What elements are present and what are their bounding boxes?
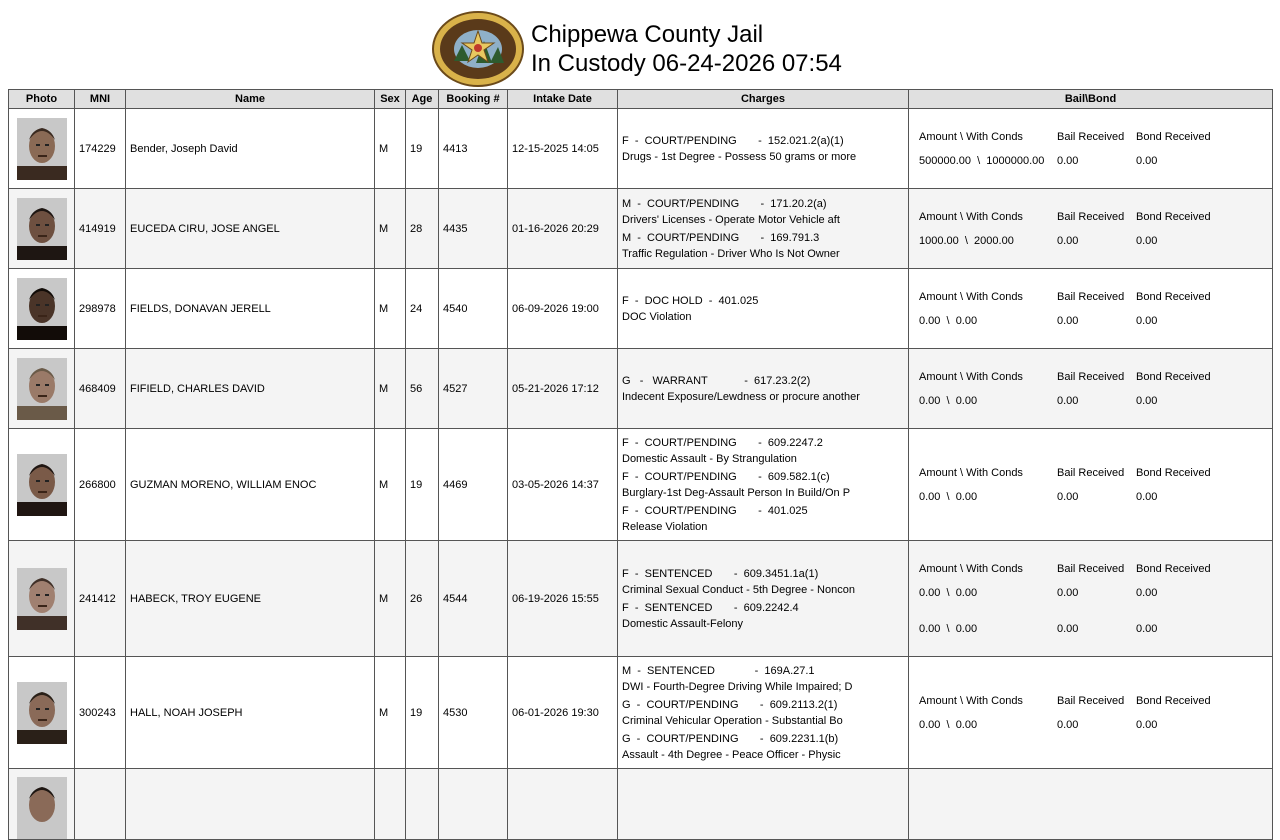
bond-received: 0.00 — [1136, 154, 1158, 167]
mugshot-photo[interactable] — [17, 682, 67, 744]
bail-value-row — [913, 617, 1268, 641]
booking-cell: 4544 — [439, 541, 508, 657]
charge-entry — [622, 133, 904, 165]
name-cell[interactable]: EUCEDA CIRU, JOSE ANGEL — [126, 189, 375, 269]
bail-amount: 0.00 \ 0.00 — [919, 314, 978, 327]
bail-received: 0.00 — [1057, 394, 1079, 407]
inmate-row[interactable] — [9, 269, 1273, 349]
bail-received-header: Bail Received — [1057, 466, 1125, 479]
bail-header-row — [913, 205, 1268, 229]
charge-description: Domestic Assault - By Strangulation — [622, 452, 797, 465]
sheriff-badge-logo — [432, 11, 524, 87]
bail-table — [913, 285, 1268, 333]
bond-received-header: Bond Received — [1136, 370, 1211, 383]
inmate-row[interactable] — [9, 657, 1273, 769]
bail-bond-cell — [909, 109, 1273, 189]
bail-received: 0.00 — [1057, 234, 1079, 247]
charge-description: Traffic Regulation - Driver Who Is Not Owner — [622, 247, 840, 260]
age-cell: 56 — [406, 349, 439, 429]
bail-received-header: Bail Received — [1057, 130, 1125, 143]
bail-amount-header: Amount \ With Conds — [919, 130, 1023, 143]
col-name[interactable]: Name — [126, 90, 375, 109]
charge-description: Domestic Assault-Felony — [622, 617, 744, 630]
name-cell[interactable]: GUZMAN MORENO, WILLIAM ENOC — [126, 429, 375, 541]
bail-value-row — [913, 713, 1268, 737]
bail-amount: 0.00 \ 0.00 — [919, 490, 978, 503]
mugshot-photo[interactable] — [17, 568, 67, 630]
bail-amount-header: Amount \ With Conds — [919, 562, 1023, 575]
bond-received: 0.00 — [1136, 314, 1158, 327]
name-cell[interactable]: HALL, NOAH JOSEPH — [126, 657, 375, 769]
charge-entry — [622, 663, 904, 695]
age-cell: 19 — [406, 109, 439, 189]
intake-date-cell: 01-16-2026 20:29 — [508, 189, 618, 269]
age-cell: 24 — [406, 269, 439, 349]
bond-received: 0.00 — [1136, 490, 1158, 503]
bail-received-header: Bail Received — [1057, 210, 1125, 223]
age-cell: 19 — [406, 657, 439, 769]
mugshot-cell[interactable] — [9, 269, 75, 349]
inmate-table — [8, 89, 1273, 840]
bail-value-row — [913, 485, 1268, 509]
mugshot-photo[interactable] — [17, 777, 67, 839]
charge-description: Criminal Vehicular Operation - Substantial Bo — [622, 714, 843, 727]
charges-cell — [618, 349, 909, 429]
charge-description: Release Violation — [622, 520, 708, 533]
col-intake-date[interactable]: Intake Date — [508, 90, 618, 109]
mugshot-photo[interactable] — [17, 198, 67, 260]
bail-received: 0.00 — [1057, 490, 1079, 503]
bail-header-row — [913, 365, 1268, 389]
mugshot-photo[interactable] — [17, 358, 67, 420]
col-charges[interactable]: Charges — [618, 90, 909, 109]
bail-bond-cell — [909, 657, 1273, 769]
inmate-row[interactable] — [9, 349, 1273, 429]
bail-header-row — [913, 689, 1268, 713]
charge-code: M - COURT/PENDING - 169.791.3 — [622, 231, 820, 244]
sex-cell: M — [375, 349, 406, 429]
bond-received-header: Bond Received — [1136, 210, 1211, 223]
charge-entry — [622, 373, 904, 405]
bail-received: 0.00 — [1057, 314, 1079, 327]
charge-code: M - SENTENCED - 169A.27.1 — [622, 664, 815, 677]
booking-cell: 4413 — [439, 109, 508, 189]
sex-cell: M — [375, 269, 406, 349]
charge-code: G - COURT/PENDING - 609.2113.2(1) — [622, 698, 838, 711]
bail-amount-header: Amount \ With Conds — [919, 290, 1023, 303]
bond-received: 0.00 — [1136, 234, 1158, 247]
bail-received: 0.00 — [1057, 586, 1079, 599]
mugshot-cell[interactable] — [9, 657, 75, 769]
charge-entry — [622, 293, 904, 325]
bond-received: 0.00 — [1136, 718, 1158, 731]
charge-description: Drugs - 1st Degree - Possess 50 grams or more — [622, 150, 857, 163]
bond-received-header: Bond Received — [1136, 694, 1211, 707]
name-cell[interactable]: FIELDS, DONAVAN JERELL — [126, 269, 375, 349]
bail-bond-cell — [909, 269, 1273, 349]
bail-amount-header: Amount \ With Conds — [919, 466, 1023, 479]
mni-cell: 266800 — [75, 429, 126, 541]
bail-bond-cell — [909, 189, 1273, 269]
table-header-row — [9, 90, 1273, 109]
sex-cell: M — [375, 541, 406, 657]
charge-code: F - DOC HOLD - 401.025 — [622, 294, 759, 307]
bail-amount: 0.00 \ 0.00 — [919, 586, 978, 599]
bail-amount-header: Amount \ With Conds — [919, 370, 1023, 383]
booking-cell: 4435 — [439, 189, 508, 269]
charge-description: Assault - 4th Degree - Peace Officer - Physic — [622, 748, 841, 761]
charge-description: Criminal Sexual Conduct - 5th Degree - Noncon — [622, 583, 855, 596]
charges-cell — [618, 541, 909, 657]
charge-code: F - COURT/PENDING - 401.025 — [622, 504, 808, 517]
mugshot-cell[interactable] — [9, 189, 75, 269]
inmate-row[interactable] — [9, 541, 1273, 657]
intake-date-cell: 06-09-2026 19:00 — [508, 269, 618, 349]
charge-description: DOC Violation — [622, 310, 692, 323]
charge-code: F - SENTENCED - 609.2242.4 — [622, 601, 799, 614]
bail-amount-header: Amount \ With Conds — [919, 210, 1023, 223]
bail-table — [913, 557, 1268, 641]
bail-received: 0.00 — [1057, 154, 1079, 167]
charge-entry — [622, 731, 904, 763]
col-bail-bond[interactable]: Bail\Bond — [909, 90, 1273, 109]
bail-table — [913, 689, 1268, 737]
inmate-row[interactable] — [9, 109, 1273, 189]
age-cell: 19 — [406, 429, 439, 541]
charge-description: DWI - Fourth-Degree Driving While Impaired; D — [622, 680, 853, 693]
bail-table — [913, 365, 1268, 413]
charge-entry — [622, 600, 904, 632]
charges-cell — [618, 189, 909, 269]
bail-value-row — [913, 149, 1268, 173]
col-mni[interactable]: MNI — [75, 90, 126, 109]
bond-received-header: Bond Received — [1136, 290, 1211, 303]
bail-value-row — [913, 581, 1268, 605]
name-cell[interactable]: HABECK, TROY EUGENE — [126, 541, 375, 657]
col-booking[interactable]: Booking # — [439, 90, 508, 109]
page-title — [531, 20, 842, 78]
bail-received: 0.00 — [1057, 622, 1079, 635]
charge-code: F - COURT/PENDING - 609.2247.2 — [622, 436, 823, 449]
charge-code: G - WARRANT - 617.23.2(2) — [622, 374, 811, 387]
charge-description: Burglary-1st Deg-Assault Person In Build/On P — [622, 486, 851, 499]
name-cell[interactable]: FIFIELD, CHARLES DAVID — [126, 349, 375, 429]
col-photo[interactable]: Photo — [9, 90, 75, 109]
intake-date-cell: 03-05-2026 14:37 — [508, 429, 618, 541]
mni-cell: 241412 — [75, 541, 126, 657]
charge-entry — [622, 196, 904, 228]
intake-date-cell: 05-21-2026 17:12 — [508, 349, 618, 429]
bail-amount-header: Amount \ With Conds — [919, 694, 1023, 707]
bail-table — [913, 205, 1268, 253]
booking-cell: 4469 — [439, 429, 508, 541]
mni-cell: 300243 — [75, 657, 126, 769]
mni-cell: 414919 — [75, 189, 126, 269]
mugshot-photo[interactable] — [17, 118, 67, 180]
bond-received: 0.00 — [1136, 394, 1158, 407]
bail-received-header: Bail Received — [1057, 694, 1125, 707]
bail-received: 0.00 — [1057, 718, 1079, 731]
charges-cell — [618, 109, 909, 189]
intake-date-cell: 12-15-2025 14:05 — [508, 109, 618, 189]
intake-date-cell: 06-19-2026 15:55 — [508, 541, 618, 657]
mugshot-cell[interactable] — [9, 429, 75, 541]
bond-received: 0.00 — [1136, 586, 1158, 599]
bail-header-row — [913, 461, 1268, 485]
inmate-row-partial[interactable] — [9, 769, 1273, 840]
sex-cell: M — [375, 109, 406, 189]
col-age[interactable]: Age — [406, 90, 439, 109]
age-cell: 26 — [406, 541, 439, 657]
mni-cell: 468409 — [75, 349, 126, 429]
charges-cell — [618, 269, 909, 349]
bail-value-row — [913, 229, 1268, 253]
inmate-row[interactable] — [9, 429, 1273, 541]
age-cell: 28 — [406, 189, 439, 269]
page-header — [0, 0, 1280, 88]
bail-header-row — [913, 557, 1268, 581]
charge-code: F - COURT/PENDING - 152.021.2(a)(1) — [622, 134, 844, 147]
bail-bond-cell — [909, 349, 1273, 429]
booking-cell: 4530 — [439, 657, 508, 769]
bail-amount: 500000.00 \ 1000000.00 — [919, 154, 1045, 167]
bond-received: 0.00 — [1136, 622, 1158, 635]
bail-table — [913, 461, 1268, 509]
bail-value-row — [913, 309, 1268, 333]
bail-amount: 1000.00 \ 2000.00 — [919, 234, 1014, 247]
bond-received-header: Bond Received — [1136, 466, 1211, 479]
sex-cell: M — [375, 429, 406, 541]
mugshot-cell[interactable] — [9, 109, 75, 189]
mugshot-cell[interactable] — [9, 349, 75, 429]
mugshot-cell[interactable] — [9, 541, 75, 657]
intake-date-cell: 06-01-2026 19:30 — [508, 657, 618, 769]
charge-code: M - COURT/PENDING - 171.20.2(a) — [622, 197, 827, 210]
title-jail-name: Chippewa County Jail — [531, 21, 764, 48]
mni-cell: 174229 — [75, 109, 126, 189]
bail-spacer — [913, 605, 1268, 617]
charge-entry — [622, 697, 904, 729]
bail-received-header: Bail Received — [1057, 370, 1125, 383]
mugshot-photo[interactable] — [17, 278, 67, 340]
mni-cell: 298978 — [75, 269, 126, 349]
charge-entry — [622, 230, 904, 262]
bail-bond-cell — [909, 541, 1273, 657]
charge-entry — [622, 566, 904, 598]
bail-header-row — [913, 285, 1268, 309]
sex-cell: M — [375, 657, 406, 769]
mugshot-photo[interactable] — [17, 454, 67, 516]
mugshot-cell[interactable] — [9, 769, 75, 840]
charges-cell — [618, 657, 909, 769]
col-sex[interactable]: Sex — [375, 90, 406, 109]
charge-description: Indecent Exposure/Lewdness or procure another — [622, 390, 860, 403]
bail-table — [913, 125, 1268, 173]
bond-received-header: Bond Received — [1136, 562, 1211, 575]
bond-received-header: Bond Received — [1136, 130, 1211, 143]
sex-cell: M — [375, 189, 406, 269]
inmate-row[interactable] — [9, 189, 1273, 269]
bail-received-header: Bail Received — [1057, 562, 1125, 575]
charges-cell — [618, 429, 909, 541]
charge-description: Drivers' Licenses - Operate Motor Vehicle aft — [622, 213, 840, 226]
bail-amount: 0.00 \ 0.00 — [919, 718, 978, 731]
charge-entry — [622, 435, 904, 467]
name-cell[interactable]: Bender, Joseph David — [126, 109, 375, 189]
title-custody-date: In Custody 06-24-2026 07:54 — [531, 50, 842, 77]
bail-received-header: Bail Received — [1057, 290, 1125, 303]
charge-code: G - COURT/PENDING - 609.2231.1(b) — [622, 732, 839, 745]
bail-amount: 0.00 \ 0.00 — [919, 394, 978, 407]
booking-cell: 4527 — [439, 349, 508, 429]
charge-code: F - COURT/PENDING - 609.582.1(c) — [622, 470, 830, 483]
charge-entry — [622, 469, 904, 501]
charge-entry — [622, 503, 904, 535]
charge-code: F - SENTENCED - 609.3451.1a(1) — [622, 567, 819, 580]
bail-bond-cell — [909, 429, 1273, 541]
bail-amount: 0.00 \ 0.00 — [919, 622, 978, 635]
bail-header-row — [913, 125, 1268, 149]
bail-value-row — [913, 389, 1268, 413]
booking-cell: 4540 — [439, 269, 508, 349]
